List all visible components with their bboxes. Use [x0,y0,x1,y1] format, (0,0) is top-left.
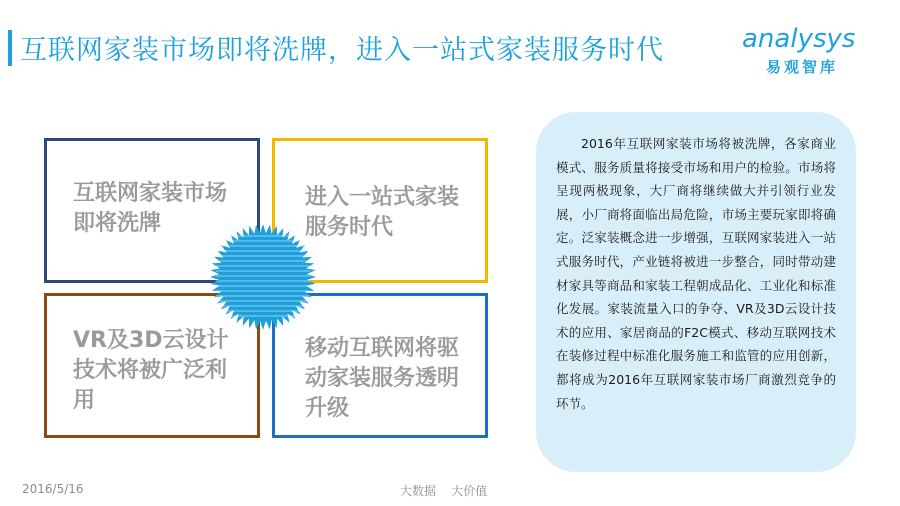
footer-date: 2016/5/16 [22,482,84,496]
logo-brand: analysys [742,24,856,54]
quadrant-label: 移动互联网将驱动家装服务透明升级 [305,336,460,421]
title-accent-bar [8,30,12,66]
quadrant-label: 进入一站式家装服务时代 [305,185,460,240]
page-title: 互联网家装市场即将洗牌，进入一站式家装服务时代 [20,35,664,66]
info-panel-text: 2016年互联网家装市场将被洗牌，各家商业模式、服务质量将接受市场和用户的检验。市场将呈现两极现象，大厂商将继续做大并引领行业发展，小厂商将面临出局危险，市场主要玩家即将确定。泛家装概念进一步增强，互联网家装进入一站式服务时代，产业链将被进一步整合，同时带动建材家具等商品和家装工程朝成品化、工业化和标准化发展。家装流量入口的争夺、VR及3D云设计技术的应用、家居商品的F2C模式、移动互联网技术在装修过程中标准化服务施工和监管的应用创新，都将成为2016年互联网家装市场厂商激烈竞争的环节。 [556,136,836,411]
info-panel [536,112,856,472]
logo-brand-cn: 易观智库 [766,58,839,76]
analysys-logo [742,24,882,80]
footer-slogan: 大数据 大价值 [400,484,488,498]
quadrant-label: VR及3D云设计技术将被广泛利用 [73,328,229,413]
quadrant-label: 互联网家装市场即将洗牌 [73,181,228,236]
starburst-badge-icon [208,222,318,332]
